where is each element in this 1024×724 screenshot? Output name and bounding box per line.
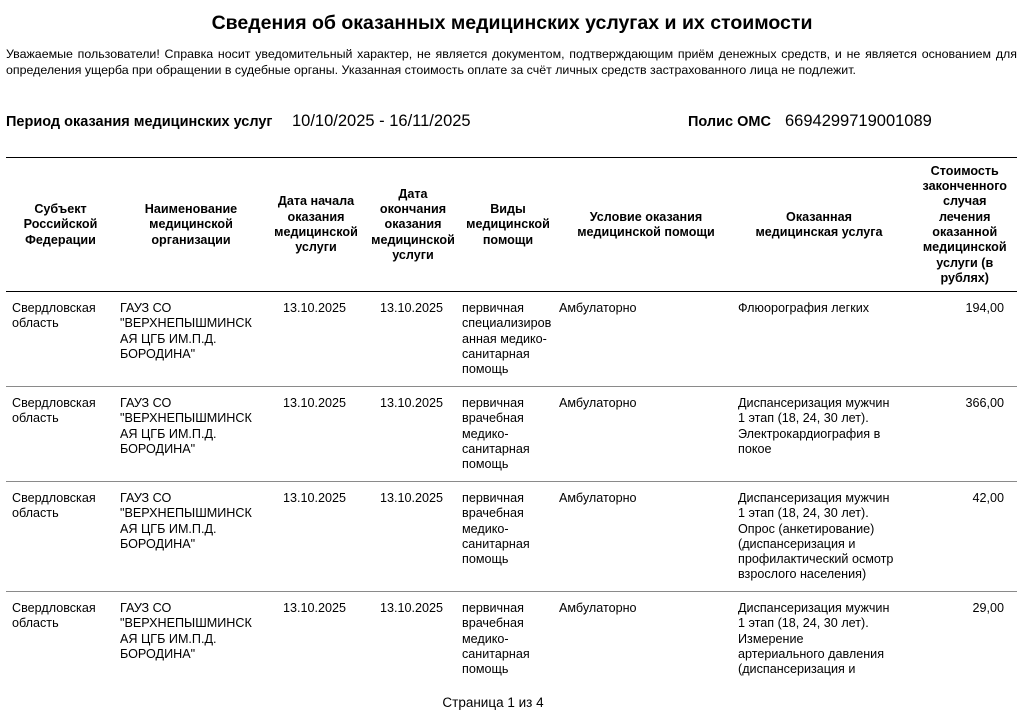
cell-end-date: 13.10.2025 [380,491,444,505]
period-value: 10/10/2025 - 16/11/2025 [292,112,471,130]
header-care-type: Виды медицинской помощи [466,202,550,247]
period-label: Период оказания медицинских услуг [6,114,273,130]
header-region: Субъект Российской Федерации [23,202,98,247]
cell-org: ГАУЗ СО "ВЕРХНЕПЫШМИНСК АЯ ЦГБ ИМ.П.Д. БОРОДИНА" [120,491,252,551]
cell-end-date: 13.10.2025 [380,396,444,410]
cell-service: Диспансеризация мужчин 1 этап (18, 24, 30 лет). Электрокардиография в покое [738,396,890,456]
cell-care-type: первичная специализиров анная медико- санитарная помощь [462,301,552,377]
header-bottom-rule [6,291,1017,292]
header-cost: Стоимость законченного случая лечения оказанной медицинской услуги (в рублях) [922,163,1007,285]
cell-condition: Амбулаторно [559,396,637,410]
cell-care-type: первичная врачебная медико- санитарная помощь [462,601,530,677]
cell-org: ГАУЗ СО "ВЕРХНЕПЫШМИНСК АЯ ЦГБ ИМ.П.Д. БОРОДИНА" [120,601,252,661]
row-divider [6,386,1017,387]
cell-service: Диспансеризация мужчин 1 этап (18, 24, 30 лет). Опрос (анкетирование) (диспансеризация и профилактический осмотр взрослого населения) [738,491,894,582]
document-title: Сведения об оказанных медицинских услугах и их стоимости [211,12,813,34]
cell-care-type: первичная врачебная медико- санитарная помощь [462,396,530,472]
cell-end-date: 13.10.2025 [380,301,444,315]
page-number: Страница 1 из 4 [442,695,544,710]
polis-label: Полис ОМС [688,114,771,130]
cell-condition: Амбулаторно [559,301,637,315]
cell-start-date: 13.10.2025 [283,396,347,410]
cell-region: Свердловская область [12,601,96,631]
cell-start-date: 13.10.2025 [283,491,347,505]
cell-cost: 194,00 [965,301,1004,315]
header-end-date: Дата окончания оказания медицинской услуги [371,186,455,262]
cell-start-date: 13.10.2025 [283,601,347,615]
cell-region: Свердловская область [12,491,96,521]
cell-region: Свердловская область [12,301,96,331]
header-service: Оказанная медицинская услуга [755,209,883,239]
cell-org: ГАУЗ СО "ВЕРХНЕПЫШМИНСК АЯ ЦГБ ИМ.П.Д. БОРОДИНА" [120,301,252,361]
cell-cost: 29,00 [972,601,1004,615]
row-divider [6,481,1017,482]
header-start-date: Дата начала оказания медицинской услуги [274,194,358,255]
row-divider [6,591,1017,592]
cell-condition: Амбулаторно [559,491,637,505]
polis-value: 6694299719001089 [785,112,932,130]
header-org: Наименование медицинской организации [144,202,238,247]
header-condition: Условие оказания медицинской помощи [577,209,715,239]
cell-end-date: 13.10.2025 [380,601,444,615]
cell-region: Свердловская область [12,396,96,426]
cell-condition: Амбулаторно [559,601,637,615]
cell-service: Диспансеризация мужчин 1 этап (18, 24, 30 лет). Измерение артериального давления (диспансеризация и [738,601,890,677]
cell-start-date: 13.10.2025 [283,301,347,315]
cell-care-type: первичная врачебная медико- санитарная помощь [462,491,530,567]
notice-text: Уважаемые пользователи! Справка носит уведомительный характер, не является документом, подтверждающим приём денежных средств, и не является основанием для определения ущерба при обращении в судебные органы. Указанная стоимость оплате за счёт личных средств застрахованного лица не подлежит. [6,47,1017,77]
cell-org: ГАУЗ СО "ВЕРХНЕПЫШМИНСК АЯ ЦГБ ИМ.П.Д. БОРОДИНА" [120,396,252,456]
cell-service: Флюорография легких [738,301,870,315]
cell-cost: 42,00 [972,491,1004,505]
cell-cost: 366,00 [965,396,1004,410]
table-top-rule [6,157,1017,158]
